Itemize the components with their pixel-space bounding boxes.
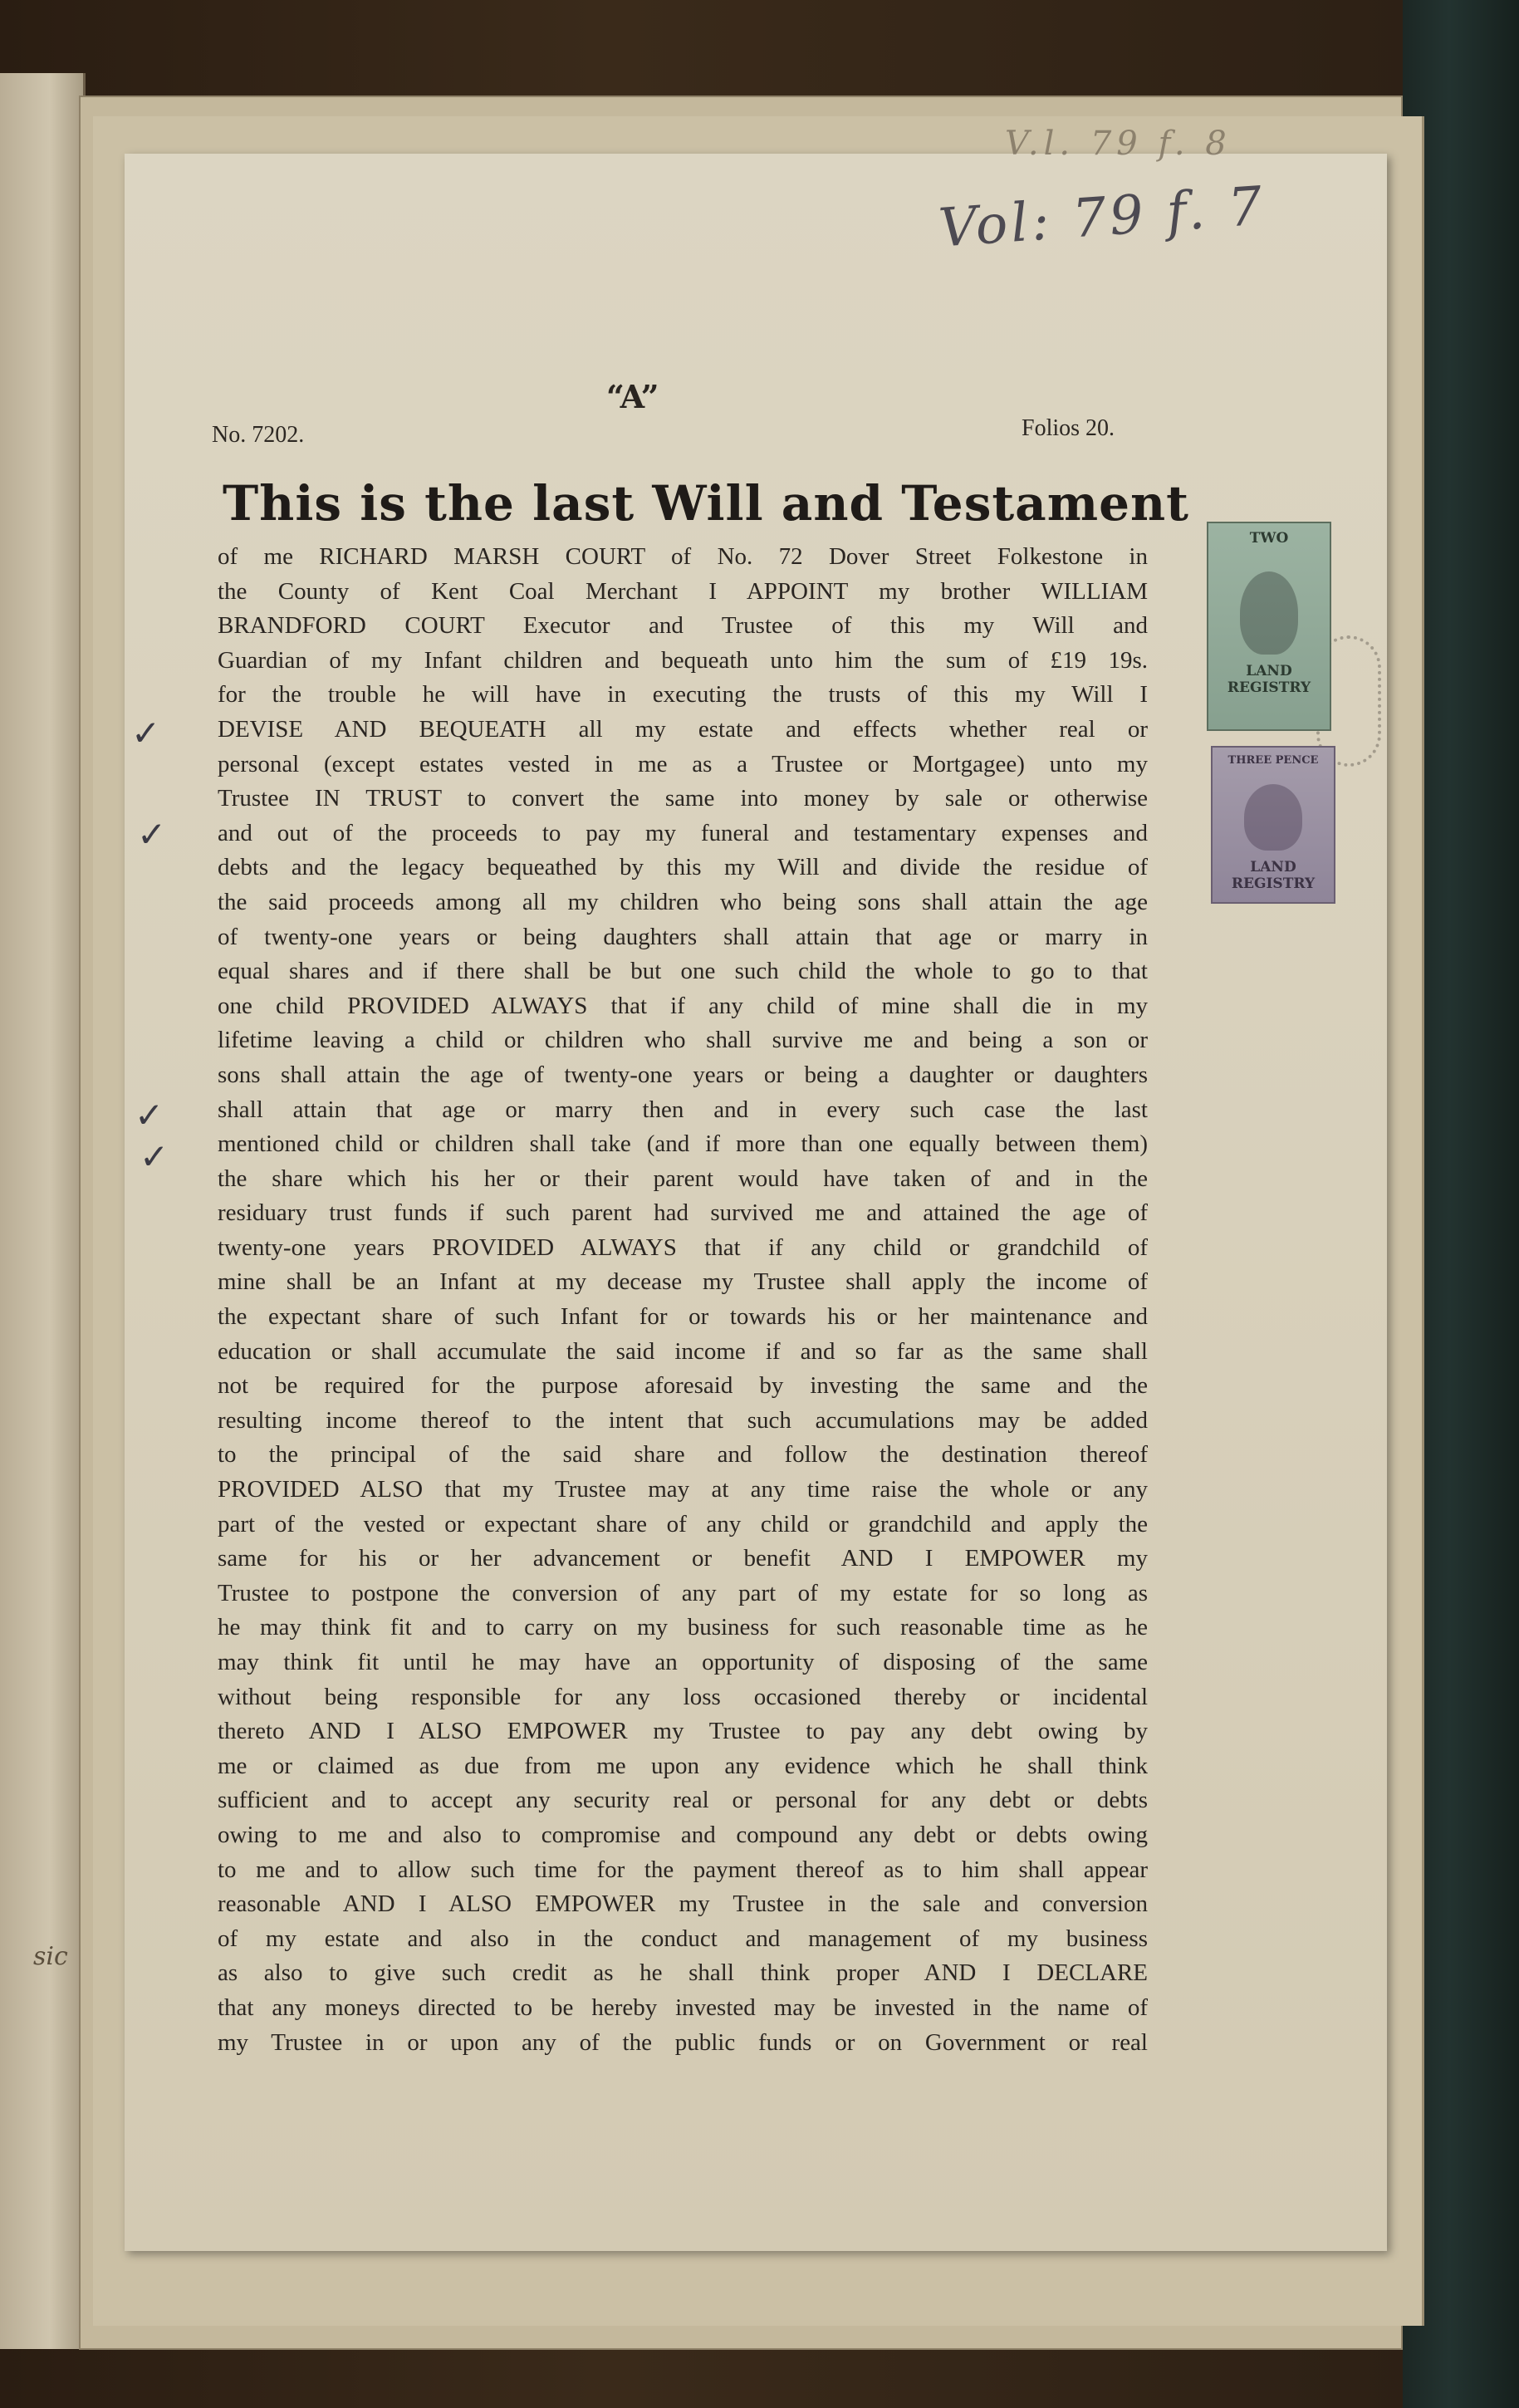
stamp-label: LAND	[1246, 663, 1292, 679]
body-line: twenty-one years PROVIDED ALWAYS that if any child or grandchild of	[218, 1233, 1148, 1261]
body-line: DEVISE AND BEQUEATH all my estate and effects whether real or	[218, 715, 1148, 743]
body-line: same for his or her advancement or benefit AND I EMPOWER my	[218, 1545, 1148, 1572]
body-line: owing to me and also to compromise and compound any debt or debts owing	[218, 1821, 1148, 1848]
body-line: debts and the legacy bequeathed by this my Will and divide the residue of	[218, 854, 1148, 881]
body-line: for the trouble he will have in executing the trusts of this my Will I	[218, 681, 1148, 709]
body-line: shall attain that age or marry then and in every such case the last	[218, 1096, 1148, 1123]
stamp-value-text: TWO	[1249, 530, 1289, 547]
body-line: mentioned child or children shall take (and if more than one equally between them)	[218, 1130, 1148, 1158]
document-number: No. 7202.	[212, 422, 305, 448]
body-line: lifetime leaving a child or children who shall survive me and being a son or	[218, 1027, 1148, 1054]
body-line: resulting income thereof to the intent that such accumulations may be added	[218, 1406, 1148, 1434]
body-line: my Trustee in or upon any of the public funds or on Government or real	[218, 2028, 1148, 2056]
body-line: equal shares and if there shall be but one such child the whole to go to that	[218, 958, 1148, 985]
body-line: of my estate and also in the conduct and management of my business	[218, 1925, 1148, 1952]
volume-handwritten-note: Vol: 79 f. 7	[936, 175, 1267, 260]
document-title: This is the last Will and Testament	[223, 475, 1189, 532]
margin-note-sic: sic	[33, 1942, 68, 1971]
margin-tick-icon: ✓	[135, 1095, 164, 1135]
body-line: sons shall attain the age of twenty-one years or being a daughter or daughters	[218, 1061, 1148, 1088]
body-line: of me RICHARD MARSH COURT of No. 72 Dover Street Folkestone in	[218, 543, 1148, 570]
body-line: of twenty-one years or being daughters shall attain that age or marry in	[218, 923, 1148, 950]
body-line: Guardian of my Infant children and bequeath unto him the sum of £19 19s.	[218, 646, 1148, 674]
body-line: the expectant share of such Infant for or towards his or her maintenance and	[218, 1303, 1148, 1331]
body-line: one child PROVIDED ALWAYS that if any child of mine shall die in my	[218, 992, 1148, 1019]
body-line: not be required for the purpose aforesaid by investing the same and the	[218, 1372, 1148, 1400]
body-line: Trustee to postpone the conversion of any part of my estate for so long as	[218, 1579, 1148, 1606]
stamp-value-text: THREE PENCE	[1227, 754, 1319, 767]
queen-portrait-icon	[1240, 571, 1298, 655]
body-line: education or shall accumulate the said income if and so far as the same shall	[218, 1337, 1148, 1365]
body-line: that any moneys directed to be hereby invested may be invested in the name of	[218, 1994, 1148, 2021]
margin-tick-icon: ✓	[131, 713, 161, 753]
body-line: thereto AND I ALSO EMPOWER my Trustee to pay any debt owing by	[218, 1718, 1148, 1745]
body-line: me or claimed as due from me upon any evidence which he shall think	[218, 1752, 1148, 1779]
queen-portrait-icon	[1244, 784, 1302, 851]
body-line: without being responsible for any loss occasioned thereby or incidental	[218, 1683, 1148, 1710]
body-line: he may think fit and to carry on my business for such reasonable time as he	[218, 1614, 1148, 1641]
stamp-label: LAND	[1250, 859, 1296, 875]
body-line: the County of Kent Coal Merchant I APPOINT my brother WILLIAM	[218, 577, 1148, 605]
body-line: to me and to allow such time for the payment thereof as to him shall appear	[218, 1856, 1148, 1883]
body-line: sufficient and to accept any security real or personal for any debt or debts	[218, 1787, 1148, 1814]
body-line: and out of the proceeds to pay my funeral and testamentary expenses and	[218, 819, 1148, 846]
revenue-stamp-lilac	[1211, 746, 1335, 904]
folio-count: Folios 20.	[1022, 415, 1115, 441]
body-line: personal (except estates vested in me as a Trustee or Mortgagee) unto my	[218, 750, 1148, 777]
body-line: BRANDFORD COURT Executor and Trustee of this my Will and	[218, 612, 1148, 640]
body-line: Trustee IN TRUST to convert the same into money by sale or otherwise	[218, 785, 1148, 812]
body-line: PROVIDED ALSO that my Trustee may at any time raise the whole or any	[218, 1476, 1148, 1503]
margin-tick-icon: ✓	[137, 814, 167, 855]
stamp-label: REGISTRY	[1231, 875, 1316, 892]
body-line: residuary trust funds if such parent had survived me and attained the age of	[218, 1199, 1148, 1227]
top-pencil-note: V.l. 79 f. 8	[1005, 125, 1232, 163]
stamp-label: REGISTRY	[1227, 679, 1311, 696]
body-line: may think fit until he may have an opportunity of disposing of the same	[218, 1649, 1148, 1675]
body-line: as also to give such credit as he shall think proper AND I DECLARE	[218, 1959, 1148, 1987]
will-body-text	[218, 540, 1148, 2060]
body-line: reasonable AND I ALSO EMPOWER my Trustee in the sale and conversion	[218, 1891, 1148, 1918]
revenue-stamp-green	[1207, 522, 1331, 731]
body-line: the share which his her or their parent would have taken of and in the	[218, 1165, 1148, 1192]
body-line: mine shall be an Infant at my decease my Trustee shall apply the income of	[218, 1268, 1148, 1296]
section-mark: “A”	[606, 378, 659, 415]
body-line: part of the vested or expectant share of any child or grandchild and apply the	[218, 1510, 1148, 1537]
body-line: to the principal of the said share and follow the destination thereof	[218, 1441, 1148, 1469]
margin-tick-icon: ✓	[140, 1136, 169, 1177]
body-line: the said proceeds among all my children who being sons shall attain the age	[218, 888, 1148, 915]
left-facing-page-edge	[0, 73, 86, 2349]
